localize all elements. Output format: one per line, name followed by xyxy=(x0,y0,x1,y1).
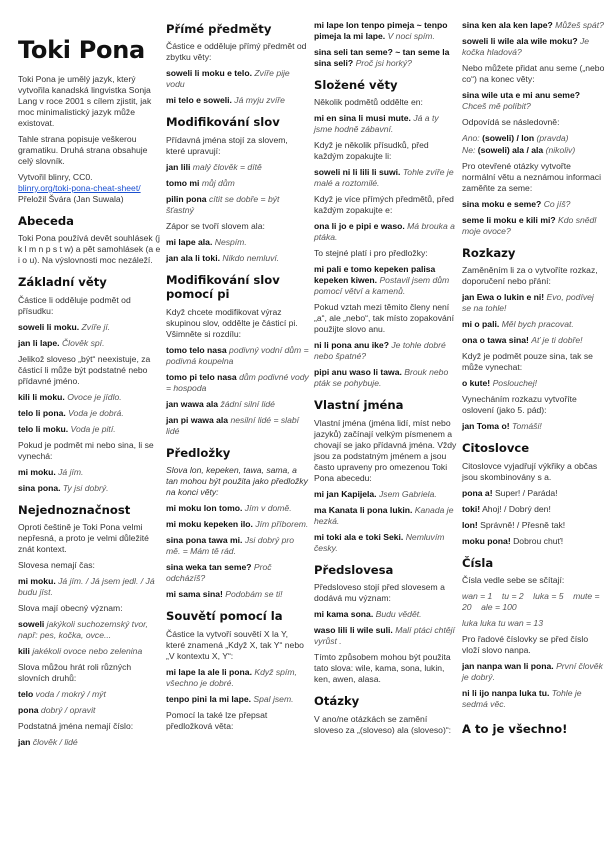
paragraph: Čísla vedle sebe se sčítají: xyxy=(462,575,565,586)
column-1 xyxy=(18,14,161,753)
section-heading-predslovesa: Předslovesa xyxy=(314,562,394,577)
paragraph: Podstatná jména nemají číslo: xyxy=(18,721,134,732)
example: jan nanpa wan li pona. První člověk je dobrý. xyxy=(462,661,603,683)
example: seme li moku e kili mi? Kdo snědl moje ovoce? xyxy=(462,215,597,236)
example: jan lili malý člověk = dítě xyxy=(166,161,262,172)
example: tomo mi můj dům xyxy=(166,177,235,188)
example: jan Ewa o lukin e ni! Evo, podívej se na tohle! xyxy=(462,292,594,314)
example: mi moku lon tomo. Jím v domě. xyxy=(166,503,292,514)
paragraph: Částice e odděluje přímý předmět od zbytku věty: xyxy=(166,41,307,63)
paragraph: Pokud vztah mezi těmito členy není „a“, ale „nebo“, tak místo zopakování použijte slovo anu. xyxy=(314,302,454,335)
abeceda-text: Toki Pona používá devět souhlásek (j k l m n p s t w) a pět samohlásek (a e i o u). Na výslovnosti moc nezáleží. xyxy=(18,233,161,266)
paragraph: Pomocí la také lze přepsat předložková věta: xyxy=(166,709,268,731)
paragraph: Slovesa nemají čas: xyxy=(18,560,95,571)
example: toki! Ahoj! / Dobrý den! xyxy=(462,503,551,514)
example: jan pi wawa ala nesilní lidé = slabí lidé xyxy=(166,414,300,436)
paragraph: Částice la vytvoří souvětí X la Y, které znamená „Když X, tak Y“ nebo „V kontextu X, Y“: xyxy=(166,628,304,661)
column-2 xyxy=(166,14,309,753)
section-heading-prime: Přímé předměty xyxy=(166,22,272,36)
paragraph: Když chcete modifikovat výraz skupinou slov, oddělte je částicí pi. Všimněte si rozdílu: xyxy=(166,306,298,339)
example: jan ala li toki. Nikdo nemluví. xyxy=(166,252,280,263)
paragraph: Částice li odděluje podmět od přísudku: xyxy=(18,294,131,316)
paragraph: Zaměněním li za o vytvoříte rozkaz, doporučení nebo přání: xyxy=(462,265,598,287)
example: ni li pona anu ike? Je tohle dobré nebo špatné? xyxy=(314,340,446,362)
section-heading-zakladni: Základní věty xyxy=(18,275,107,290)
example: mi pali e tomo kepeken palisa kepeken kiwen. Postavil jsem dům pomocí větví a kamenů. xyxy=(314,264,450,297)
example: mi lape la ale li pona. Když spím, všechno je dobré. xyxy=(166,666,297,688)
paragraph: Pro otevřené otázky vytvořte normální větu a neznámou informaci zaměňte za seme: xyxy=(462,161,602,193)
numbers-example: wan = 1 tu = 2 luka = 5 mute = 20 ale = 100 xyxy=(462,591,602,613)
example: mi moku. Já jím. / Já jsem jedl. / Já budu jíst. xyxy=(18,576,155,598)
example: ona li jo e pipi e waso. Má brouka a ptáka. xyxy=(314,221,455,243)
example: pilin pona cítit se dobře = být šťastný xyxy=(166,193,280,215)
example: soweli li moku e telo. Zvíře pije vodu xyxy=(166,68,290,90)
example: waso lili li wile suli. Malí ptáci chtějí vyrůst . xyxy=(314,625,455,647)
example: mi o pali. Měl bych pracovat. xyxy=(462,319,574,330)
paragraph: Pokud je podmět mi nebo sina, li se vynechá: xyxy=(18,439,154,461)
example: jan li lape. Člověk spí. xyxy=(18,337,105,348)
paragraph: Jelikož sloveso „být“ neexistuje, za částicí li může být podstatné nebo přídavné jméno. xyxy=(18,353,151,386)
example: sina wile uta e mi anu seme? Chceš mě políbit? xyxy=(462,90,580,111)
section-heading-rozkazy: Rozkazy xyxy=(462,246,516,260)
example: mi telo e soweli. Já myju zvíře xyxy=(166,95,285,106)
example: tomo pi telo nasa dům podivné vody = hospoda xyxy=(166,371,309,393)
example: kili jakékoli ovoce nebo zelenina xyxy=(18,646,143,657)
paragraph: V ano/ne otázkách se zamění sloveso za „(sloveso) ala (sloveso)“: xyxy=(314,713,452,735)
paragraph: Odpovídá se následovně: xyxy=(462,117,560,127)
example: sina pona tawa mi. Jsi dobrý pro mě. = Mám tě rád. xyxy=(166,535,295,557)
example: telo li moku. Voda je pití. xyxy=(18,423,116,434)
paragraph: Když je více přímých předmětů, před každým zopakujte e: xyxy=(314,194,454,216)
paragraph: Pro řadové číslovky se před číslo vloží slovo nanpa. xyxy=(462,634,589,656)
example: kili li moku. Ovoce je jídlo. xyxy=(18,391,122,402)
example: mi moku kepeken ilo. Jím příborem. xyxy=(166,519,309,530)
example: Ne: (soweli) ala / ala (nikoliv) xyxy=(462,145,576,155)
paragraph: Několik podmětů oddělte en: xyxy=(314,97,423,108)
example: o kute! Poslouchej! xyxy=(462,378,537,389)
example: pona dobrý / opravit xyxy=(18,705,96,716)
example: sina seli tan seme? ~ tan seme la sina seli? Proč jsi horký? xyxy=(314,47,450,68)
example: mi toki ala e toki Seki. Nemluvím česky. xyxy=(314,531,445,553)
example: lon! Správně! / Přesně tak! xyxy=(462,519,566,530)
paragraph: Vlastní jména (jména lidí, míst nebo jazyků) začínají velkým písmenem a chovají se jako přídavná jména. Vždy jsou za podstatným jménem a jsou často upraveny pro omezenou Toki Pona abecedu: xyxy=(314,417,457,483)
credits xyxy=(18,172,161,205)
example: mi jan Kapijela. Jsem Gabriela. xyxy=(314,488,437,499)
paragraph: Slova mají obecný význam: xyxy=(18,603,123,614)
paragraph: Tímto způsobem mohou být použita tato slova: wile, kama, sona, lukin, ken, awen, alasa. xyxy=(314,652,451,685)
example: jan člověk / lidé xyxy=(18,737,78,748)
section-heading-abeceda: Abeceda xyxy=(18,214,74,228)
paragraph: To stejné platí i pro předložky: xyxy=(314,248,428,259)
credits-translator: Přeložil Švára (Jan Suwala) xyxy=(18,194,124,204)
example: moku pona! Dobrou chuť! xyxy=(462,535,564,546)
example: mi lape lon tenpo pimeja ~ tenpo pimeja la mi lape. V noci spím. xyxy=(314,20,448,41)
example: telo li pona. Voda je dobrá. xyxy=(18,407,124,418)
section-heading-slozene: Složené věty xyxy=(314,78,398,92)
page-title: Toki Pona xyxy=(18,36,145,64)
example: tomo telo nasa podivný vodní dům = podivná koupelna xyxy=(166,344,309,366)
example: mi lape ala. Nespím. xyxy=(166,236,247,247)
example: mi moku. Já jím. xyxy=(18,466,84,477)
example: jan wawa ala žádní silní lidé xyxy=(166,398,275,409)
numbers-example: luka luka tu wan = 13 xyxy=(462,618,543,629)
example: soweli ni li lili li suwi. Tohle zvíře je malé a roztomilé. xyxy=(314,167,454,189)
paragraph: Vynecháním rozkazu vytvoříte oslovení (jako 5. pád): xyxy=(462,394,577,416)
paragraph: Slova lon, kepeken, tawa, sama, a tan mohou být použita jako předložky na konci věty: xyxy=(166,465,308,498)
example: ni li ijo nanpa luka tu. Tohle je sedmá věc. xyxy=(462,688,582,710)
paragraph: Předsloveso stojí před slovesem a dodává mu význam: xyxy=(314,582,445,604)
example: ma Kanata li pona lukin. Kanada je hezká. xyxy=(314,504,454,526)
example: telo voda / mokrý / mýt xyxy=(18,689,106,700)
section-heading-vlastni: Vlastní jména xyxy=(314,398,404,413)
section-heading-cisla: Čísla xyxy=(462,555,494,570)
example: pona a! Super! / Paráda! xyxy=(462,487,558,498)
section-heading-predlozky: Předložky xyxy=(166,445,231,460)
example: sina ken ala ken lape? Můžeš spát? xyxy=(462,20,604,30)
paragraph: Nebo můžete přidat anu seme („nebo co“) na konec věty: xyxy=(462,63,605,84)
intro-paragraph: Tahle strana popisuje veškerou gramatiku. Druhá strana obsahuje celý slovník. xyxy=(18,134,148,166)
paragraph: Zápor se tvoří slovem ala: xyxy=(166,220,265,231)
paragraph: Oproti češtině je Toki Pona velmi nepřesná, a proto je velmi důležité znát kontext. xyxy=(18,522,149,555)
section-heading-nejednoznacnost: Nejednoznačnost xyxy=(18,502,131,517)
column-4 xyxy=(462,14,605,753)
example: sina pona. Ty jsi dobrý. xyxy=(18,482,109,493)
example: pipi anu waso li tawa. Brouk nebo pták se pohybuje. xyxy=(314,367,449,389)
example: mi en sina li musi mute. Já a ty jsme hodně zábavní. xyxy=(314,113,439,135)
paragraph: Přídavná jména stojí za slovem, které upravují: xyxy=(166,134,288,156)
example: mi kama sona. Budu vědět. xyxy=(314,609,422,620)
example: soweli li moku. Zvíře jí. xyxy=(18,321,111,332)
section-heading-modifikovani: Modifikování slov xyxy=(166,115,280,130)
section-heading-citoslovce: Citoslovce xyxy=(462,441,530,456)
section-heading-otazky: Otázky xyxy=(314,694,360,709)
example: soweli jakýkoli suchozemský tvor, např: pes, kočka, ovce... xyxy=(18,619,148,641)
example: ona o tawa sina! Ať je ti dobře! xyxy=(462,335,583,346)
paragraph: Citoslovce vyjadřují výkřiky a občas jsou skombinovány s a. xyxy=(462,460,598,482)
example: tenpo pini la mi lape. Spal jsem. xyxy=(166,693,294,704)
example: sina moku e seme? Co jíš? xyxy=(462,199,571,209)
credits-author: Vytvořil blinry, CC0. xyxy=(18,172,93,182)
paragraph: Když je podmět pouze sina, tak se může vynechat: xyxy=(462,351,593,373)
example: Ano: (soweli) / lon (pravda) xyxy=(462,133,569,143)
paragraph: Slova můžou hrát roli různých slovních druhů: xyxy=(18,662,132,684)
section-heading-souveti: Souvětí pomocí la xyxy=(166,609,283,624)
credits-link[interactable]: blinry.org/toki-pona-cheat-sheet/ xyxy=(18,183,141,193)
paragraph: Když je několik přísudků, před každým zopakujte li: xyxy=(314,140,429,162)
intro-paragraph: Toki Pona je umělý jazyk, který vytvořila kanadská lingvistka Sonja Lang v roce 2001 s cílem zjistit, jak moc minimalistický jazyk může existovat. xyxy=(18,74,152,128)
example: jan Toma o! Tomáši! xyxy=(462,421,542,432)
example: soweli li wile ala wile moku? Je kočka hladová? xyxy=(462,36,590,57)
example: mi sama sina! Podobám se ti! xyxy=(166,589,283,600)
footer-heading: A to je všechno! xyxy=(462,722,568,737)
column-3 xyxy=(314,14,457,753)
example: sina weka tan seme? Proč odcházíš? xyxy=(166,562,272,584)
section-heading-modpi: Modifikování slov pomocí pi xyxy=(166,272,280,302)
